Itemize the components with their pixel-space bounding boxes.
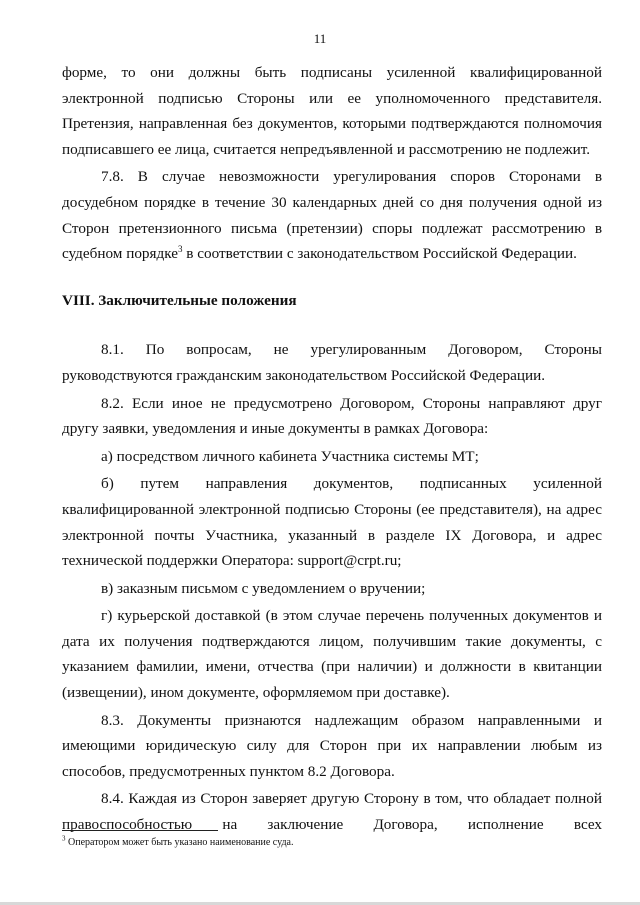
paragraph-8-3: 8.3. Документы признаются надлежащим образом направленными и имеющими юридическую силу для Сторон при их направлении любым из способов, предусмотренных пунктом 8.2 Договора.: [62, 711, 602, 780]
list-item-b: б) путем направления документов, подписанных усиленной квалифицированной электронной подписью Стороны (ее представителя), на адрес электронной почты Участника, указанный в разделе IX Договора, и адрес технической поддержки Оператора: support@crpt.ru;: [62, 475, 602, 570]
footnote: [62, 836, 294, 849]
list-item-a: а) посредством личного кабинета Участника системы МТ;: [101, 447, 479, 465]
list-item-v: в) заказным письмом с уведомлением о вручении;: [101, 579, 426, 597]
footnote-text: Оператором может быть указано наименование суда.: [65, 837, 294, 848]
paragraph-8-2: 8.2. Если иное не предусмотрено Договором, Стороны направляют друг другу заявки, уведомления и иные документы в рамках Договора:: [62, 394, 602, 438]
section-heading-viii: VIII. Заключительные положения: [62, 291, 297, 309]
paragraph-continuation: форме, то они должны быть подписаны усиленной квалифицированной электронной подписью Стороны или ее уполномоченного представителя. Претензия, направленная без документов, которыми подтверждаются полномочия подписавшего ее лица, считается непредъявленной и рассмотрению не подлежит.: [62, 64, 602, 158]
paragraph-7-8-text: 7.8. В случае невозможности урегулирования споров Сторонами в досудебном порядке в течение 30 календарных дней со дня получения одной из Сторон претензионного письма (претензии) споры подлежат рассмотрению в судебном порядке: [62, 168, 602, 263]
footnote-separator: [62, 830, 218, 831]
paragraph-7-8: [62, 164, 602, 266]
page-number: 11: [313, 31, 327, 46]
footnote-mark: 3: [62, 834, 66, 843]
footnote-reference: 3: [177, 244, 183, 255]
document-body: [62, 60, 602, 838]
paragraph-8-1: 8.1. По вопросам, не урегулированным Договором, Стороны руководствуются гражданским законодательством Российской Федерации.: [62, 341, 602, 384]
paragraph-7-8-text-end: в соответствии с законодательством Российской Федерации.: [182, 245, 577, 263]
paragraph-8-4: 8.4. Каждая из Сторон заверяет другую Сторону в том, что обладает полной правоспособностью на заключение Договора, исполнение всех: [62, 790, 602, 834]
list-item-g: г) курьерской доставкой (в этом случае перечень полученных документов и дата их получения подтверждаются лицом, получившим такие документы, с указанием фамилии, имени, отчества (при наличии) и должности в квитанции (извещении), ином документе, оформляемом при доставке).: [62, 607, 602, 702]
